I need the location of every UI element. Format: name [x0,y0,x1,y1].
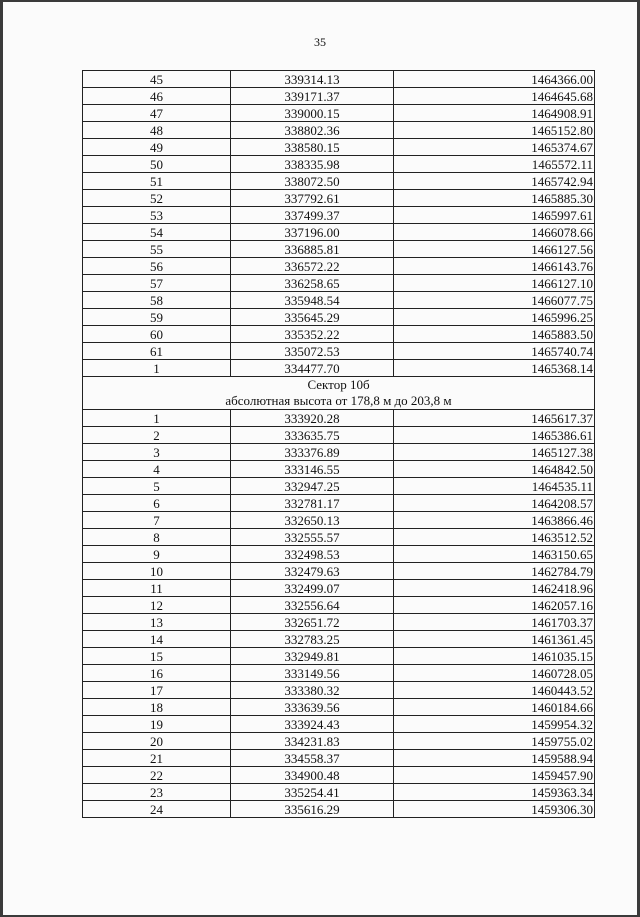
point-number-cell: 49 [83,139,231,156]
x-coordinate-cell: 336572.22 [231,258,394,275]
table-row [83,427,595,444]
point-number-cell: 24 [83,801,231,818]
section-header-cell [83,377,595,410]
table-row [83,682,595,699]
y-coordinate-cell: 1465386.61 [394,427,595,444]
x-coordinate-cell: 332479.63 [231,563,394,580]
y-coordinate-cell: 1466143.76 [394,258,595,275]
y-coordinate-cell: 1464366.00 [394,71,595,88]
point-number-cell: 45 [83,71,231,88]
y-coordinate-cell: 1465996.25 [394,309,595,326]
x-coordinate-cell: 335645.29 [231,309,394,326]
y-coordinate-cell: 1466078.66 [394,224,595,241]
section-header-group [83,377,595,410]
x-coordinate-cell: 337196.00 [231,224,394,241]
table-row [83,478,595,495]
point-number-cell: 2 [83,427,231,444]
x-coordinate-cell: 335072.53 [231,343,394,360]
x-coordinate-cell: 332555.57 [231,529,394,546]
x-coordinate-cell: 332650.13 [231,512,394,529]
y-coordinate-cell: 1466077.75 [394,292,595,309]
x-coordinate-cell: 338580.15 [231,139,394,156]
point-number-cell: 17 [83,682,231,699]
point-number-cell: 48 [83,122,231,139]
table-row [83,190,595,207]
coordinates-table-part-b [83,410,595,818]
x-coordinate-cell: 338072.50 [231,173,394,190]
y-coordinate-cell: 1465572.11 [394,156,595,173]
x-coordinate-cell: 335352.22 [231,326,394,343]
x-coordinate-cell: 333376.89 [231,444,394,461]
section-header-row [83,377,595,410]
y-coordinate-cell: 1464208.57 [394,495,595,512]
x-coordinate-cell: 335254.41 [231,784,394,801]
y-coordinate-cell: 1464842.50 [394,461,595,478]
point-number-cell: 21 [83,750,231,767]
x-coordinate-cell: 332651.72 [231,614,394,631]
y-coordinate-cell: 1459363.34 [394,784,595,801]
table-row [83,326,595,343]
x-coordinate-cell: 337792.61 [231,190,394,207]
table-row [83,563,595,580]
y-coordinate-cell: 1465617.37 [394,410,595,427]
x-coordinate-cell: 334900.48 [231,767,394,784]
point-number-cell: 59 [83,309,231,326]
x-coordinate-cell: 333149.56 [231,665,394,682]
table-row [83,88,595,105]
x-coordinate-cell: 334558.37 [231,750,394,767]
table-row [83,292,595,309]
point-number-cell: 13 [83,614,231,631]
y-coordinate-cell: 1460728.05 [394,665,595,682]
table-row [83,105,595,122]
x-coordinate-cell: 332781.17 [231,495,394,512]
y-coordinate-cell: 1463150.65 [394,546,595,563]
x-coordinate-cell: 332556.64 [231,597,394,614]
x-coordinate-cell: 335616.29 [231,801,394,818]
table-row [83,275,595,292]
x-coordinate-cell: 339314.13 [231,71,394,88]
table-row [83,699,595,716]
x-coordinate-cell: 332499.07 [231,580,394,597]
point-number-cell: 51 [83,173,231,190]
table-row [83,716,595,733]
y-coordinate-cell: 1460184.66 [394,699,595,716]
table-row [83,444,595,461]
table-row [83,173,595,190]
table-row [83,224,595,241]
point-number-cell: 18 [83,699,231,716]
table-row [83,512,595,529]
x-coordinate-cell: 332498.53 [231,546,394,563]
y-coordinate-cell: 1462784.79 [394,563,595,580]
table-row [83,258,595,275]
y-coordinate-cell: 1459457.90 [394,767,595,784]
table-row [83,784,595,801]
point-number-cell: 52 [83,190,231,207]
table-row [83,767,595,784]
y-coordinate-cell: 1465742.94 [394,173,595,190]
point-number-cell: 7 [83,512,231,529]
table-row [83,461,595,478]
x-coordinate-cell: 333146.55 [231,461,394,478]
table-row [83,241,595,258]
table-row [83,360,595,377]
section-subtitle: абсолютная высота от 178,8 м до 203,8 м [225,393,452,408]
y-coordinate-cell: 1460443.52 [394,682,595,699]
x-coordinate-cell: 337499.37 [231,207,394,224]
y-coordinate-cell: 1459755.02 [394,733,595,750]
table-row [83,529,595,546]
x-coordinate-cell: 334477.70 [231,360,394,377]
x-coordinate-cell: 332783.25 [231,631,394,648]
table-row [83,750,595,767]
table-row [83,495,595,512]
table-row [83,207,595,224]
y-coordinate-cell: 1463866.46 [394,512,595,529]
y-coordinate-cell: 1464908.91 [394,105,595,122]
coordinates-table-part-a [83,71,595,377]
page-number: 35 [314,35,326,49]
point-number-cell: 14 [83,631,231,648]
y-coordinate-cell: 1459954.32 [394,716,595,733]
table-row [83,546,595,563]
y-coordinate-cell: 1465368.14 [394,360,595,377]
x-coordinate-cell: 335948.54 [231,292,394,309]
point-number-cell: 4 [83,461,231,478]
point-number-cell: 57 [83,275,231,292]
x-coordinate-cell: 338802.36 [231,122,394,139]
table-row [83,410,595,427]
point-number-cell: 23 [83,784,231,801]
point-number-cell: 1 [83,410,231,427]
y-coordinate-cell: 1465152.80 [394,122,595,139]
point-number-cell: 50 [83,156,231,173]
point-number-cell: 10 [83,563,231,580]
x-coordinate-cell: 332947.25 [231,478,394,495]
point-number-cell: 60 [83,326,231,343]
table-row [83,597,595,614]
x-coordinate-cell: 332949.81 [231,648,394,665]
x-coordinate-cell: 339171.37 [231,88,394,105]
point-number-cell: 5 [83,478,231,495]
section-title: Сектор 10б [307,377,370,392]
point-number-cell: 61 [83,343,231,360]
y-coordinate-cell: 1461361.45 [394,631,595,648]
x-coordinate-cell: 333639.56 [231,699,394,716]
x-coordinate-cell: 333380.32 [231,682,394,699]
x-coordinate-cell: 336258.65 [231,275,394,292]
x-coordinate-cell: 333635.75 [231,427,394,444]
point-number-cell: 15 [83,648,231,665]
point-number-cell: 58 [83,292,231,309]
coordinates-table [82,70,595,818]
point-number-cell: 22 [83,767,231,784]
table-row [83,580,595,597]
point-number-cell: 47 [83,105,231,122]
point-number-cell: 55 [83,241,231,258]
point-number-cell: 3 [83,444,231,461]
point-number-cell: 16 [83,665,231,682]
y-coordinate-cell: 1465883.50 [394,326,595,343]
point-number-cell: 19 [83,716,231,733]
table-row [83,801,595,818]
x-coordinate-cell: 333924.43 [231,716,394,733]
table-row [83,733,595,750]
x-coordinate-cell: 336885.81 [231,241,394,258]
point-number-cell: 11 [83,580,231,597]
point-number-cell: 6 [83,495,231,512]
y-coordinate-cell: 1466127.56 [394,241,595,258]
x-coordinate-cell: 339000.15 [231,105,394,122]
point-number-cell: 9 [83,546,231,563]
y-coordinate-cell: 1464535.11 [394,478,595,495]
y-coordinate-cell: 1463512.52 [394,529,595,546]
x-coordinate-cell: 333920.28 [231,410,394,427]
y-coordinate-cell: 1465740.74 [394,343,595,360]
point-number-cell: 53 [83,207,231,224]
point-number-cell: 20 [83,733,231,750]
x-coordinate-cell: 338335.98 [231,156,394,173]
y-coordinate-cell: 1459588.94 [394,750,595,767]
y-coordinate-cell: 1464645.68 [394,88,595,105]
point-number-cell: 8 [83,529,231,546]
y-coordinate-cell: 1465127.38 [394,444,595,461]
point-number-cell: 12 [83,597,231,614]
table-row [83,156,595,173]
table-row [83,631,595,648]
table-row [83,139,595,156]
table-row [83,648,595,665]
x-coordinate-cell: 334231.83 [231,733,394,750]
y-coordinate-cell: 1462418.96 [394,580,595,597]
point-number-cell: 1 [83,360,231,377]
y-coordinate-cell: 1461703.37 [394,614,595,631]
y-coordinate-cell: 1459306.30 [394,801,595,818]
y-coordinate-cell: 1465885.30 [394,190,595,207]
point-number-cell: 54 [83,224,231,241]
document-page [3,2,637,915]
table-row [83,122,595,139]
table-row [83,309,595,326]
y-coordinate-cell: 1461035.15 [394,648,595,665]
table-row [83,71,595,88]
y-coordinate-cell: 1465374.67 [394,139,595,156]
point-number-cell: 56 [83,258,231,275]
table-row [83,614,595,631]
y-coordinate-cell: 1465997.61 [394,207,595,224]
point-number-cell: 46 [83,88,231,105]
table-row [83,665,595,682]
table-row [83,343,595,360]
y-coordinate-cell: 1466127.10 [394,275,595,292]
y-coordinate-cell: 1462057.16 [394,597,595,614]
